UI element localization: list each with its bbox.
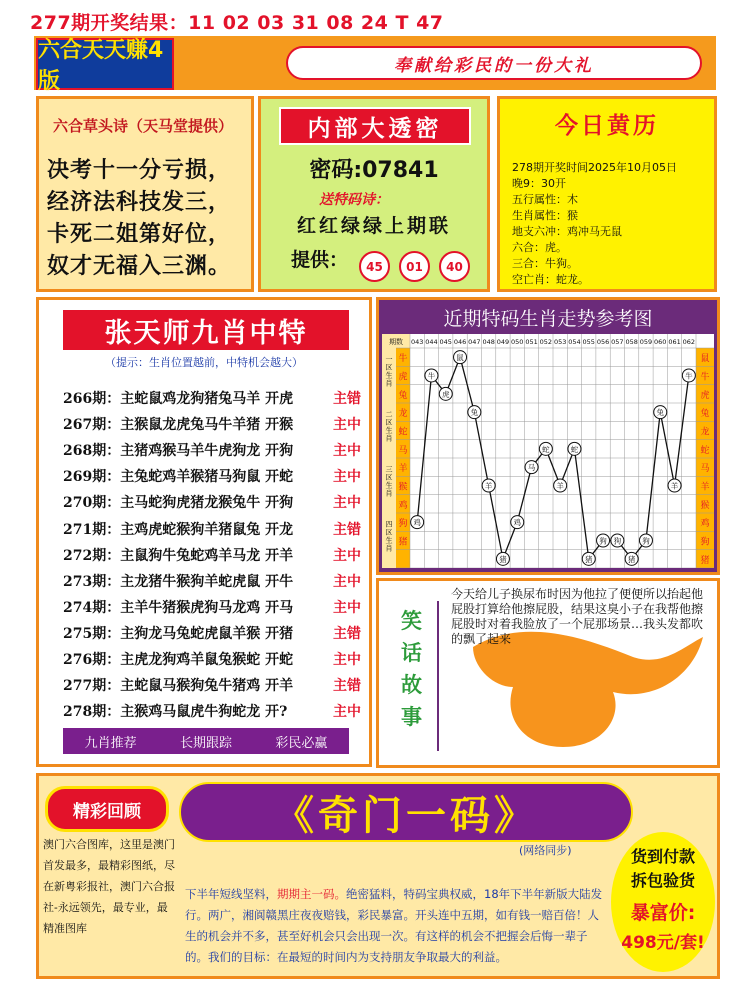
prediction-row: [63, 701, 361, 721]
bottom-panel: [36, 773, 720, 979]
secret-code: 密码:07841: [309, 158, 439, 183]
period-tick-label: 062: [682, 338, 696, 346]
almanac-line: 空亡肖：蛇龙。: [512, 273, 589, 286]
last-draw-result: 277期开奖结果：11 02 03 31 08 24 T 47: [30, 12, 444, 34]
data-point-label: 羊: [484, 481, 493, 491]
prediction-row: [63, 545, 361, 565]
data-point-label: 狗: [613, 536, 622, 546]
period-tick-label: 043: [410, 338, 424, 346]
poem-title: 六合草头诗（天马堂提供）: [53, 117, 234, 135]
footer-text: 九肖推荐: [84, 735, 137, 751]
period-tick-label: 044: [425, 338, 438, 346]
trend-chart-panel: [376, 297, 720, 575]
right-zodiac-label: 猪: [700, 555, 710, 566]
data-point-label: 牛: [427, 371, 436, 381]
almanac-line: 三合：牛狗。: [512, 257, 578, 270]
qimen-banner: 《奇门一码》: [179, 782, 633, 842]
period-tick-label: 051: [525, 338, 538, 346]
review-text: 澳门六合图库，这里是澳门首发最多，最精彩图纸，尽在新粤彩报社，澳门六合报社-永远领先，最专业，最精准图库: [43, 838, 175, 935]
provide-label: 提供：: [291, 249, 349, 271]
period-tick-label: 047: [468, 338, 481, 346]
prediction-row: [63, 492, 361, 512]
prediction-result: 主中: [333, 547, 361, 564]
nine-zodiac-title: 张天师九肖中特: [63, 310, 349, 350]
prediction-text: 277期：主蛇鼠马猴狗兔牛猪鸡 开羊: [63, 678, 294, 695]
period-tick-label: 052: [539, 338, 553, 346]
almanac-title: 今日黄历: [555, 112, 659, 139]
left-zodiac-label: 马: [398, 445, 408, 456]
period-tick-label: 053: [553, 338, 567, 346]
prediction-result: 主中: [333, 652, 361, 668]
footer-text: 长期跟踪: [179, 735, 232, 751]
data-point-label: 虎: [442, 389, 450, 399]
almanac-line: 地支六冲：鸡冲马无鼠: [512, 225, 622, 238]
right-zodiac-label: 马: [700, 464, 710, 475]
poem-line: 经济法科技发三，: [47, 190, 232, 215]
prediction-row: [63, 597, 361, 617]
joke-text: 今天给儿子换尿布时因为他拉了便便所以抬起他屁股打算给他擦屁股，结果这臭小子在我帮他擦屁股时对着我脸放了一个屁那场景…我头发都吹的飘了起来: [451, 587, 704, 646]
review-badge: 精彩回顾: [45, 786, 169, 832]
pay-cod: 货到付款: [630, 847, 695, 866]
prediction-row: [63, 440, 361, 460]
price-value: 498元/套!: [621, 933, 705, 953]
period-tick-label: 045: [439, 338, 452, 346]
prediction-text: 269期：主兔蛇鸡羊猴猪马狗鼠 开蛇: [63, 469, 294, 486]
nine-zodiac-footer: [63, 728, 349, 754]
data-point-label: 猪: [585, 554, 593, 564]
left-zodiac-label: 猪: [398, 537, 408, 548]
period-tick-label: 055: [582, 338, 595, 346]
poem-line: 卡死二姐第好位，: [47, 222, 232, 247]
prediction-text: 278期：主猴鸡马鼠虎牛狗蛇龙 开?: [63, 704, 288, 721]
almanac-line: 六合：虎。: [512, 241, 567, 254]
left-zodiac-label: 鸡: [398, 500, 408, 511]
prediction-text: 273期：主龙猪牛猴狗羊蛇虎鼠 开牛: [63, 573, 294, 590]
data-point-label: 猪: [627, 554, 636, 564]
prediction-text: 275期：主狗龙马兔蛇虎鼠羊猴 开猪: [63, 625, 294, 642]
period-tick-label: 059: [639, 338, 653, 346]
prediction-result: 主中: [333, 469, 361, 486]
right-zodiac-label: 蛇: [700, 445, 710, 456]
period-tick-label: 049: [496, 338, 510, 346]
prediction-text: 272期：主鼠狗牛兔蛇鸡羊马龙 开羊: [63, 547, 294, 564]
data-point-label: 蛇: [542, 444, 550, 454]
poem-panel: [36, 96, 254, 292]
left-zodiac-label: 猴: [398, 482, 408, 493]
right-zodiac-label: 虎: [700, 390, 710, 401]
prediction-text: 270期：主马蛇狗虎猪龙猴兔牛 开狗: [63, 495, 294, 512]
right-zodiac-label: 羊: [700, 482, 710, 493]
qimen-description: [185, 884, 605, 968]
prediction-row: [63, 675, 361, 695]
data-point-label: 鼠: [456, 353, 464, 363]
data-point-label: 羊: [556, 481, 564, 491]
prediction-result: 主错: [333, 625, 361, 642]
period-tick-label: 048: [482, 338, 495, 346]
prediction-result: 主中: [333, 417, 361, 434]
price-label: 暴富价:: [630, 902, 696, 924]
period-tick-label: 054: [568, 338, 581, 346]
footer-text: 彩民必赢: [275, 735, 328, 751]
almanac-panel: [497, 96, 717, 292]
left-zodiac-label: 狗: [398, 519, 408, 530]
region-label: 一区生肖: [385, 355, 393, 388]
period-tick-label: 056: [596, 338, 610, 346]
trend-chart: [382, 334, 714, 568]
period-tick-label: 057: [611, 338, 624, 346]
slogan-banner: 奉献给彩民的一份大礼: [286, 46, 702, 80]
desc-rest: 绝密猛料，特码宝典权威，18年下半年新版大陆发行。两广，湘阆赣黑庄夜夜赔钱，彩民暴富。开头连中五期，如有钱一赔百倍！人生的机会并不多，甚至好机会只会出现一次。有这样的机会不把握会后悔一辈子的。我们的目标：在最短的时间内为支持朋友争取最大的利益。: [185, 887, 603, 964]
prediction-row: [63, 414, 361, 434]
poem-line: 奴才无福入三渊。: [47, 254, 232, 279]
prediction-result: 主错: [333, 391, 361, 407]
pay-inspect: 拆包验货: [630, 871, 695, 890]
right-zodiac-label: 龙: [700, 427, 710, 438]
prediction-row: [63, 649, 361, 669]
special-code-label: 送特码诗：: [319, 192, 389, 208]
divider: [437, 601, 439, 751]
left-zodiac-label: 虎: [398, 372, 408, 383]
right-zodiac-label: 狗: [700, 537, 710, 548]
left-zodiac-label: 羊: [398, 464, 408, 475]
poem-line: 决考十一分亏损，: [47, 158, 232, 183]
data-point-label: 狗: [599, 536, 607, 546]
period-header-label: 期数: [389, 338, 403, 346]
almanac-line: 生肖属性：猴: [512, 209, 578, 222]
desc-highlight: 期期主一码。: [277, 887, 346, 901]
data-point-label: 羊: [670, 481, 679, 491]
right-zodiac-label: 兔: [700, 409, 710, 420]
data-point-label: 猪: [499, 554, 507, 564]
period-tick-label: 046: [453, 338, 467, 346]
edition-badge: 六合天天赚4版: [36, 38, 174, 90]
number-ball: 40: [439, 251, 470, 282]
period-tick-label: 050: [511, 338, 524, 346]
left-zodiac-label: 牛: [398, 354, 408, 365]
data-point-label: 鸡: [513, 518, 521, 528]
prediction-row: [63, 519, 361, 539]
data-point-label: 牛: [685, 371, 693, 381]
price-badge: [611, 832, 715, 972]
secret-panel: [258, 96, 490, 292]
prediction-row: [63, 388, 361, 408]
special-code-poem: 红红绿绿上期联: [296, 215, 451, 237]
joke-panel: [376, 578, 720, 768]
prediction-result: 主错: [333, 521, 361, 538]
prediction-text: 266期：主蛇鼠鸡龙狗猪兔马羊 开虎: [63, 391, 294, 407]
prediction-row: [63, 466, 361, 486]
number-ball: 01: [399, 251, 430, 282]
period-tick-label: 058: [625, 338, 638, 346]
nine-zodiac-hint: （提示：生肖位置越前，中特机会越大）: [105, 356, 303, 369]
region-label: 四区生肖: [385, 520, 393, 553]
right-zodiac-label: 鼠: [700, 354, 710, 365]
prediction-text: 267期：主猴鼠龙虎兔马牛羊猪 开猴: [63, 417, 294, 434]
secret-title: 内部大透密: [279, 107, 471, 145]
left-zodiac-label: 龙: [398, 409, 408, 420]
prediction-row: [63, 623, 361, 643]
right-zodiac-label: 牛: [700, 372, 710, 383]
number-ball: 45: [359, 251, 390, 282]
region-label: 三区生肖: [385, 465, 393, 498]
left-zodiac-label: 兔: [398, 390, 408, 401]
data-point-label: 蛇: [570, 444, 579, 454]
chart-title: 近期特码生肖走势参考图: [443, 308, 653, 330]
prediction-text: 276期：主虎龙狗鸡羊鼠兔猴蛇 开蛇: [63, 652, 294, 668]
data-point-label: 狗: [642, 536, 650, 546]
desc-intro: 下半年短线坚料，: [185, 887, 277, 901]
nine-zodiac-panel: [36, 297, 372, 767]
prediction-text: 271期：主鸡虎蛇猴狗羊猪鼠兔 开龙: [63, 521, 294, 538]
prediction-text: 274期：主羊牛猪猴虎狗马龙鸡 开马: [63, 599, 294, 616]
region-label: 二区生肖: [385, 410, 393, 443]
almanac-line: 278期开奖时间2025年10月05日: [512, 161, 677, 174]
prediction-result: 主错: [333, 678, 361, 695]
prediction-result: 主中: [333, 704, 361, 721]
prediction-row: [63, 571, 361, 591]
almanac-line: 晚9：30开: [512, 177, 566, 190]
right-zodiac-label: 猴: [700, 500, 710, 511]
data-point-label: 兔: [470, 408, 479, 418]
prediction-result: 主中: [333, 443, 361, 460]
prediction-result: 主中: [333, 495, 361, 512]
prediction-result: 主中: [333, 573, 361, 590]
data-point-label: 马: [527, 463, 536, 473]
joke-label: 笑话故事: [401, 608, 422, 729]
prediction-text: 268期：主猪鸡猴马羊牛虎狗龙 开狗: [63, 443, 294, 460]
left-zodiac-label: 蛇: [398, 427, 408, 438]
period-tick-label: 061: [668, 338, 681, 346]
data-point-label: 兔: [656, 408, 664, 418]
period-tick-label: 060: [654, 338, 667, 346]
data-point-label: 鸡: [413, 518, 421, 528]
network-label: (网络同步): [519, 844, 572, 857]
prediction-result: 主中: [333, 599, 361, 616]
right-zodiac-label: 鸡: [700, 519, 710, 530]
almanac-line: 五行属性：木: [512, 193, 578, 206]
